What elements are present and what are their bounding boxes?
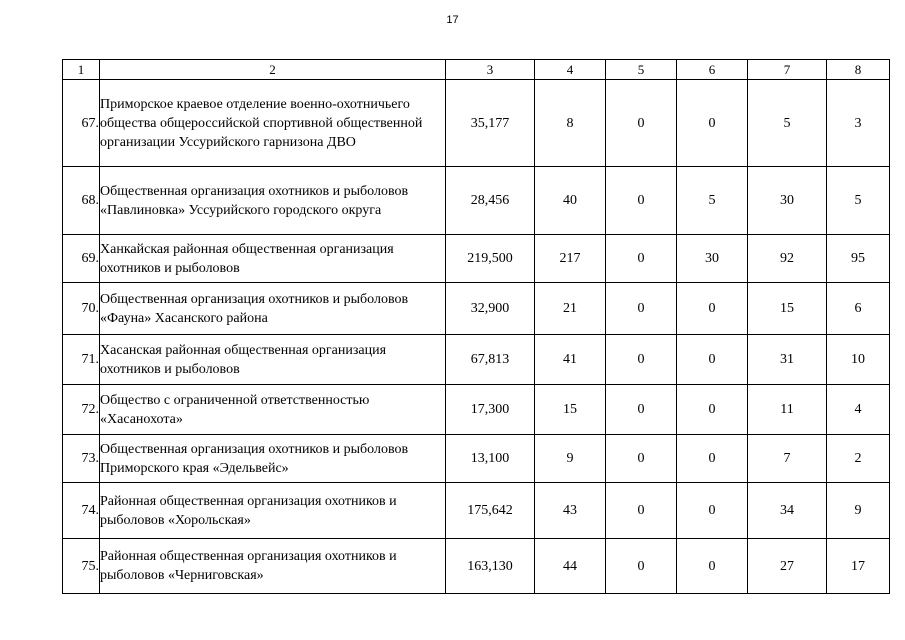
cell-col-4: 41 [535,335,606,385]
header-col-7: 7 [748,60,827,80]
cell-col-3: 17,300 [446,385,535,435]
row-number: 68. [63,167,100,235]
table-row [63,483,890,539]
cell-col-5: 0 [606,385,677,435]
organization-name: Районная общественная организация охотников и рыболовов «Черниговская» [100,539,446,594]
cell-col-6: 30 [677,235,748,283]
row-number: 74. [63,483,100,539]
cell-col-7: 15 [748,283,827,335]
cell-col-8: 6 [827,283,890,335]
cell-col-3: 163,130 [446,539,535,594]
row-number: 72. [63,385,100,435]
table-row [63,235,890,283]
cell-col-5: 0 [606,435,677,483]
cell-col-3: 13,100 [446,435,535,483]
cell-col-5: 0 [606,235,677,283]
cell-col-7: 30 [748,167,827,235]
cell-col-3: 28,456 [446,167,535,235]
cell-col-6: 0 [677,483,748,539]
table-row [63,80,890,167]
cell-col-8: 4 [827,385,890,435]
cell-col-5: 0 [606,80,677,167]
cell-col-4: 21 [535,283,606,335]
cell-col-7: 34 [748,483,827,539]
organizations-table [62,59,890,594]
organization-name: Хасанская районная общественная организация охотников и рыболовов [100,335,446,385]
cell-col-5: 0 [606,539,677,594]
table-row [63,435,890,483]
row-number: 70. [63,283,100,335]
cell-col-6: 0 [677,335,748,385]
organization-name: Общественная организация охотников и рыболовов Приморского края «Эдельвейс» [100,435,446,483]
header-col-2: 2 [100,60,446,80]
cell-col-3: 35,177 [446,80,535,167]
header-col-8: 8 [827,60,890,80]
cell-col-6: 0 [677,435,748,483]
cell-col-4: 9 [535,435,606,483]
cell-col-6: 0 [677,385,748,435]
cell-col-3: 32,900 [446,283,535,335]
organization-name: Общественная организация охотников и рыболовов «Павлиновка» Уссурийского городского округа [100,167,446,235]
cell-col-5: 0 [606,483,677,539]
organization-name: Ханкайская районная общественная организация охотников и рыболовов [100,235,446,283]
cell-col-8: 3 [827,80,890,167]
organization-name: Общественная организация охотников и рыболовов «Фауна» Хасанского района [100,283,446,335]
cell-col-6: 0 [677,283,748,335]
cell-col-4: 15 [535,385,606,435]
table-header-row [63,60,890,80]
row-number: 69. [63,235,100,283]
cell-col-3: 219,500 [446,235,535,283]
row-number: 71. [63,335,100,385]
cell-col-3: 67,813 [446,335,535,385]
cell-col-6: 5 [677,167,748,235]
cell-col-8: 2 [827,435,890,483]
organization-name: Приморское краевое отделение военно-охотничьего общества общероссийской спортивной общественной организации Уссурийского гарнизона ДВО [100,80,446,167]
row-number: 73. [63,435,100,483]
cell-col-8: 9 [827,483,890,539]
cell-col-4: 43 [535,483,606,539]
cell-col-6: 0 [677,539,748,594]
header-col-6: 6 [677,60,748,80]
cell-col-8: 95 [827,235,890,283]
table-row [63,539,890,594]
cell-col-7: 27 [748,539,827,594]
cell-col-4: 40 [535,167,606,235]
cell-col-5: 0 [606,335,677,385]
cell-col-7: 92 [748,235,827,283]
cell-col-7: 7 [748,435,827,483]
cell-col-8: 10 [827,335,890,385]
table-row [63,335,890,385]
page-number: 17 [446,14,459,26]
organization-name: Районная общественная организация охотников и рыболовов «Хорольская» [100,483,446,539]
cell-col-3: 175,642 [446,483,535,539]
header-col-4: 4 [535,60,606,80]
cell-col-4: 217 [535,235,606,283]
table-row [63,385,890,435]
header-col-1: 1 [63,60,100,80]
organization-name: Общество с ограниченной ответственностью «Хасанохота» [100,385,446,435]
cell-col-8: 17 [827,539,890,594]
table-row [63,167,890,235]
cell-col-7: 11 [748,385,827,435]
table-row [63,283,890,335]
cell-col-6: 0 [677,80,748,167]
cell-col-7: 5 [748,80,827,167]
cell-col-4: 44 [535,539,606,594]
header-col-5: 5 [606,60,677,80]
cell-col-5: 0 [606,167,677,235]
cell-col-4: 8 [535,80,606,167]
row-number: 75. [63,539,100,594]
cell-col-8: 5 [827,167,890,235]
cell-col-5: 0 [606,283,677,335]
row-number: 67. [63,80,100,167]
cell-col-7: 31 [748,335,827,385]
header-col-3: 3 [446,60,535,80]
